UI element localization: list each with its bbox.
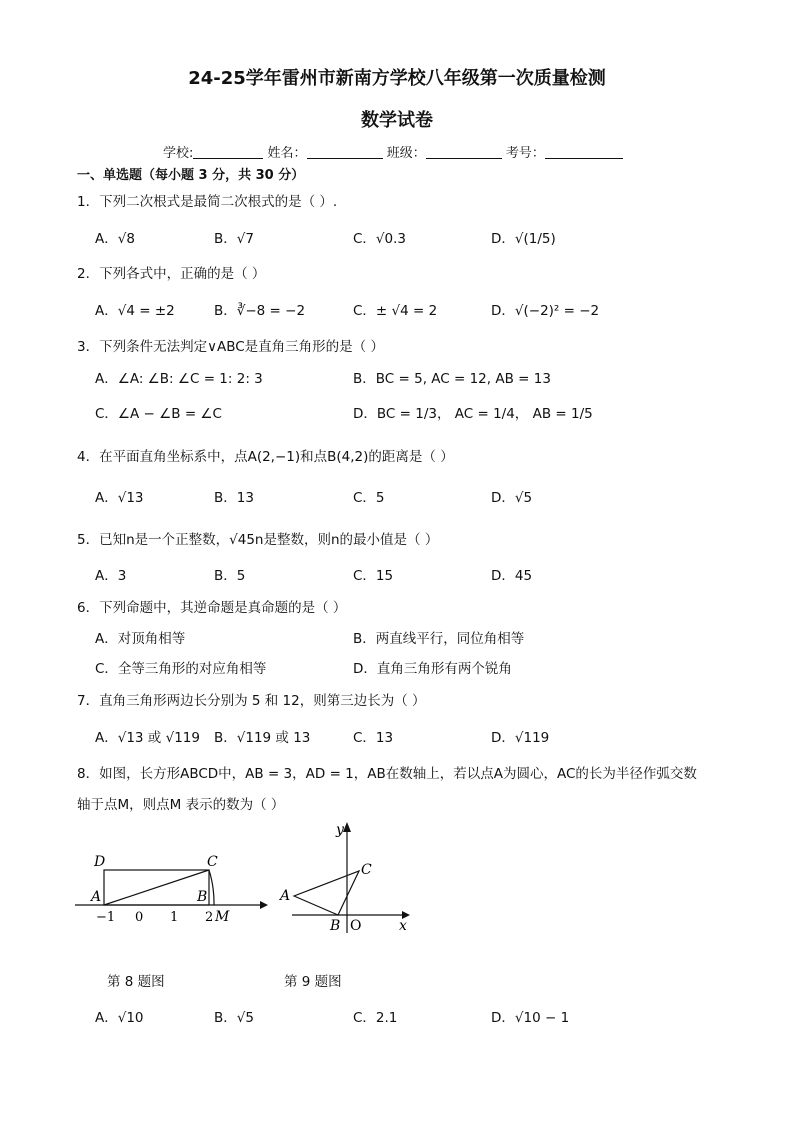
q4-option-c[interactable]: C．5 bbox=[353, 490, 385, 506]
field-school-blank[interactable] bbox=[193, 145, 263, 159]
info-fields bbox=[163, 142, 623, 161]
question-4-stem: 4．在平面直角坐标系中，点A(2,−1)和点B(4,2)的距离是（ ） bbox=[77, 449, 454, 465]
exam-subtitle: 数学试卷 bbox=[361, 110, 433, 131]
q2-option-a[interactable]: A．√4 = ±2 bbox=[95, 303, 175, 319]
field-name-blank[interactable] bbox=[307, 145, 383, 159]
q3-option-d[interactable]: D．BC = 1/3， AC = 1/4， AB = 1/5 bbox=[353, 406, 593, 422]
fig9-label-b: B bbox=[330, 918, 341, 934]
q6-option-a[interactable]: A．对顶角相等 bbox=[95, 631, 186, 647]
question-1-stem: 1．下列二次根式是最简二次根式的是（ ）. bbox=[77, 194, 338, 210]
q5-option-d[interactable]: D．45 bbox=[491, 568, 533, 584]
q8-option-d[interactable]: D．√10 − 1 bbox=[491, 1010, 570, 1026]
question-3-stem: 3．下列条件无法判定∨ABC是直角三角形的是（ ） bbox=[77, 339, 384, 355]
fig9-label-y: y bbox=[336, 822, 344, 838]
q5-option-b[interactable]: B．5 bbox=[214, 568, 246, 584]
field-number-blank[interactable] bbox=[545, 145, 623, 159]
q2-option-b[interactable]: B．∛−8 = −2 bbox=[214, 303, 306, 319]
q4-option-a[interactable]: A．√13 bbox=[95, 490, 144, 506]
q1-option-a[interactable]: A．√8 bbox=[95, 231, 135, 247]
fig9-label-a: A bbox=[280, 888, 291, 904]
field-class-blank[interactable] bbox=[426, 145, 502, 159]
fig8-tick-0: 0 bbox=[135, 910, 144, 925]
q3-option-c[interactable]: C．∠A − ∠B = ∠C bbox=[95, 406, 222, 422]
q5-option-c[interactable]: C．15 bbox=[353, 568, 394, 584]
q8-option-a[interactable]: A．√10 bbox=[95, 1010, 144, 1026]
q8-option-b[interactable]: B．√5 bbox=[214, 1010, 254, 1026]
q7-option-b[interactable]: B．√119 或 13 bbox=[214, 730, 311, 746]
field-class-label: 班级： bbox=[386, 146, 426, 161]
q2-option-c[interactable]: C．± √4 = 2 bbox=[353, 303, 438, 319]
fig9-label-x: x bbox=[399, 918, 407, 934]
q1-option-d[interactable]: D．√(1/5) bbox=[491, 231, 556, 247]
q1-option-c[interactable]: C．√0.3 bbox=[353, 231, 406, 247]
q2-option-d[interactable]: D．√(−2)² = −2 bbox=[491, 303, 600, 319]
exam-title: 24-25学年雷州市新南方学校八年级第一次质量检测 bbox=[188, 68, 606, 89]
fig8-tick-neg1: −1 bbox=[96, 910, 116, 925]
fig9-label-o: O bbox=[350, 918, 362, 934]
fig8-label-m: M bbox=[215, 909, 230, 925]
question-7-stem: 7．直角三角形两边长分别为 5 和 12，则第三边长为（ ） bbox=[77, 693, 426, 709]
fig8-tick-1: 1 bbox=[170, 910, 179, 925]
fig9-label-c: C bbox=[361, 862, 372, 878]
question-5-stem: 5．已知n是一个正整数，√45n是整数，则n的最小值是（ ） bbox=[77, 532, 439, 548]
question-2-stem: 2．下列各式中，正确的是（ ） bbox=[77, 266, 266, 282]
q6-option-c[interactable]: C．全等三角形的对应角相等 bbox=[95, 661, 267, 677]
fig8-label-d: D bbox=[94, 854, 106, 870]
figure-8-number-line bbox=[70, 848, 270, 928]
figure-9-caption: 第 9 题图 bbox=[284, 974, 342, 990]
q6-option-d[interactable]: D．直角三角形有两个锐角 bbox=[353, 661, 512, 677]
q3-option-b[interactable]: B．BC = 5, AC = 12, AB = 13 bbox=[353, 371, 551, 387]
q4-option-b[interactable]: B．13 bbox=[214, 490, 254, 506]
fig8-label-b: B bbox=[197, 889, 208, 905]
q8-option-c[interactable]: C．2.1 bbox=[353, 1010, 398, 1026]
fig8-tick-2: 2 bbox=[205, 910, 214, 925]
q4-option-d[interactable]: D．√5 bbox=[491, 490, 533, 506]
field-name-label: 姓名： bbox=[267, 146, 307, 161]
fig8-label-a: A bbox=[91, 889, 102, 905]
q1-option-b[interactable]: B．√7 bbox=[214, 231, 254, 247]
figure-8-caption: 第 8 题图 bbox=[107, 974, 165, 990]
section-heading: 一、单选题（每小题 3 分，共 30 分） bbox=[77, 168, 305, 183]
q6-option-b[interactable]: B．两直线平行，同位角相等 bbox=[353, 631, 525, 647]
q7-option-a[interactable]: A．√13 或 √119 bbox=[95, 730, 200, 746]
field-number-label: 考号： bbox=[505, 146, 545, 161]
q3-option-a[interactable]: A．∠A: ∠B: ∠C = 1: 2: 3 bbox=[95, 371, 263, 387]
field-school-label: 学校: bbox=[163, 146, 194, 161]
q7-option-c[interactable]: C．13 bbox=[353, 730, 394, 746]
figure-9-coordinate-triangle bbox=[272, 818, 422, 938]
q7-option-d[interactable]: D．√119 bbox=[491, 730, 550, 746]
fig8-label-c: C bbox=[207, 854, 218, 870]
question-6-stem: 6．下列命题中，其逆命题是真命题的是（ ） bbox=[77, 600, 347, 616]
q5-option-a[interactable]: A．3 bbox=[95, 568, 127, 584]
question-8-stem-line2: 轴于点M，则点M 表示的数为（ ） bbox=[77, 797, 285, 813]
question-8-stem-line1: 8．如图，长方形ABCD中，AB = 3，AD = 1，AB在数轴上，若以点A为圆心，AC的长为半径作弧交数 bbox=[77, 766, 697, 782]
